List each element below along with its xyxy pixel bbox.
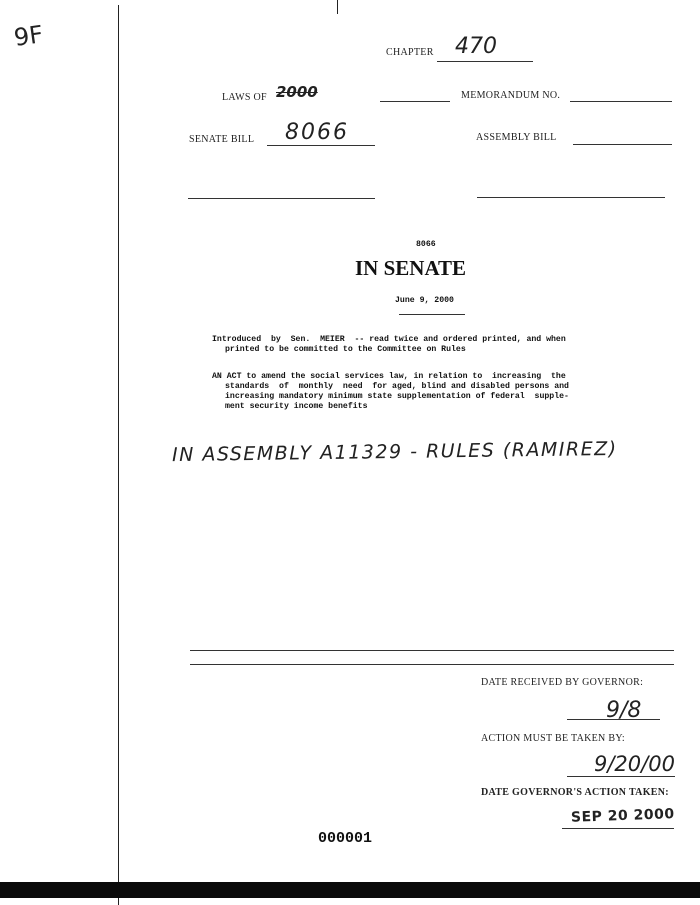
date-received-value: 9/8 [606, 698, 642, 723]
senate-bill-label: SENATE BILL [189, 134, 255, 145]
date-action-line [562, 828, 674, 829]
memorandum-label: MEMORANDUM NO. [461, 90, 561, 101]
laws-of-label: LAWS OF [222, 92, 267, 103]
memorandum-line [570, 101, 672, 102]
senate-bill-underline [267, 145, 375, 146]
blank-line-left [188, 198, 375, 199]
footer-rule-2 [190, 664, 674, 665]
top-tick-mark [337, 0, 338, 14]
date-received-label: DATE RECEIVED BY GOVERNOR: [481, 677, 644, 688]
assembly-bill-label: ASSEMBLY BILL [476, 132, 557, 143]
introduced-line-2: printed to be committed to the Committee on Rules [225, 345, 466, 354]
action-must-line [567, 776, 675, 777]
bill-number: 8066 [416, 240, 436, 249]
bottom-scan-bar [0, 882, 700, 898]
chapter-value: 470 [455, 34, 497, 59]
assembly-bill-line [573, 144, 672, 145]
bill-title: IN SENATE [355, 256, 467, 280]
chapter-underline [437, 61, 533, 62]
introduced-line-1: Introduced by Sen. MEIER -- read twice and ordered printed, and when [212, 335, 566, 344]
date-action-stamp: SEP 20 2000 [570, 806, 675, 826]
chapter-label: CHAPTER [386, 47, 434, 58]
handwritten-assembly-note: IN ASSEMBLY A11329 - RULES (RAMIREZ) [171, 437, 618, 467]
senate-bill-value: 8066 [285, 120, 349, 145]
bill-date-underline [399, 314, 465, 315]
memorandum-left-line [380, 101, 450, 102]
blank-line-right [477, 197, 665, 198]
margin-note: 9F [12, 20, 45, 52]
act-line-3: increasing mandatory minimum state supplementation of federal supple- [225, 392, 569, 401]
action-must-value: 9/20/00 [594, 752, 675, 776]
left-margin-rule [118, 5, 119, 905]
act-line-4: ment security income benefits [225, 402, 368, 411]
date-received-line [567, 719, 660, 720]
bill-date: June 9, 2000 [395, 296, 454, 305]
footer-rule-1 [190, 650, 674, 651]
laws-of-value: 2000 [276, 83, 318, 101]
action-must-label: ACTION MUST BE TAKEN BY: [481, 733, 626, 744]
page-number: 000001 [318, 830, 373, 847]
date-action-label: DATE GOVERNOR'S ACTION TAKEN: [481, 787, 669, 798]
act-line-1: AN ACT to amend the social services law, in relation to increasing the [212, 372, 566, 381]
act-line-2: standards of monthly need for aged, blind and disabled persons and [225, 382, 569, 391]
